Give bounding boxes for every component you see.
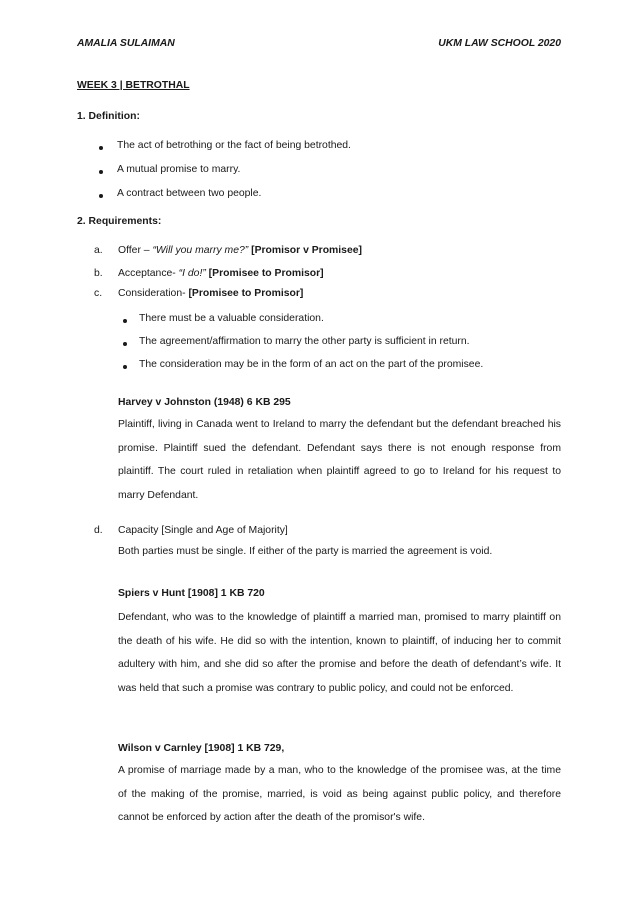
case-title: Spiers v Hunt [1908] 1 KB 720 <box>118 588 265 599</box>
bullet-icon <box>123 365 127 369</box>
definition-item: A contract between two people. <box>117 188 262 199</box>
requirement-quote: “I do!” <box>178 268 206 279</box>
requirement-acceptance <box>118 268 324 279</box>
requirement-capacity-text: Both parties must be single. If either of the party is married the agreement is void. <box>118 546 493 557</box>
requirement-quote: “Will you marry me?” <box>152 245 249 256</box>
requirement-label: Offer – <box>118 245 153 256</box>
item-marker-b: b. <box>94 268 103 279</box>
case-text: A promise of marriage made by a man, who to the knowledge of the promisee was, at the time of the making of the promise, married, is void as being against public policy, and therefore cannot be enforced by action after the death of the promisor's wife. <box>118 765 561 823</box>
item-marker-a: a. <box>94 245 103 256</box>
requirement-label: Consideration- <box>118 288 189 299</box>
requirement-offer <box>118 245 362 256</box>
requirement-parties: [Promisee to Promisor] <box>188 288 304 299</box>
bullet-icon <box>123 319 127 323</box>
header-author: AMALIA SULAIMAN <box>77 38 175 49</box>
requirement-parties: [Promisee to Promisor] <box>205 268 324 279</box>
consideration-item: There must be a valuable consideration. <box>139 313 324 324</box>
page-title: WEEK 3 | BETROTHAL <box>77 80 190 91</box>
bullet-icon <box>99 194 103 198</box>
bullet-icon <box>123 342 127 346</box>
requirement-parties: [Promisor v Promisee] <box>248 245 362 256</box>
definition-item: The act of betrothing or the fact of being betrothed. <box>117 140 351 151</box>
header-school: UKM LAW SCHOOL 2020 <box>438 38 561 49</box>
item-marker-d: d. <box>94 525 103 536</box>
requirement-label: Acceptance- <box>118 268 179 279</box>
consideration-item: The agreement/affirmation to marry the other party is sufficient in return. <box>139 336 470 347</box>
consideration-item: The consideration may be in the form of an act on the part of the promisee. <box>139 359 484 370</box>
item-marker-c: c. <box>94 288 103 299</box>
definition-heading: 1. Definition: <box>77 111 140 122</box>
requirement-capacity: Capacity [Single and Age of Majority] <box>118 525 288 536</box>
bullet-icon <box>99 170 103 174</box>
requirements-heading: 2. Requirements: <box>77 216 162 227</box>
case-text: Defendant, who was to the knowledge of plaintiff a married man, promised to marry plaintiff on the death of his wife. He did so with the intention, known to plaintiff, of inducing her to commit adultery with him, and she did so after the promise and before the death of defendant’s wife. It was held that such a promise was contrary to public policy, and could not be enforced. <box>118 612 561 694</box>
case-text: Plaintiff, living in Canada went to Ireland to marry the defendant but the defendant breached his promise. Plaintiff sued the defendant. Defendant says there is not enough response from plaintiff. The court ruled in retaliation when plaintiff agreed to go to Ireland for his request to marry Defendant. <box>118 419 561 501</box>
requirement-consideration <box>118 288 303 299</box>
case-title: Harvey v Johnston (1948) 6 KB 295 <box>118 397 291 408</box>
definition-item: A mutual promise to marry. <box>117 164 241 175</box>
case-title: Wilson v Carnley [1908] 1 KB 729, <box>118 743 285 754</box>
bullet-icon <box>99 146 103 150</box>
